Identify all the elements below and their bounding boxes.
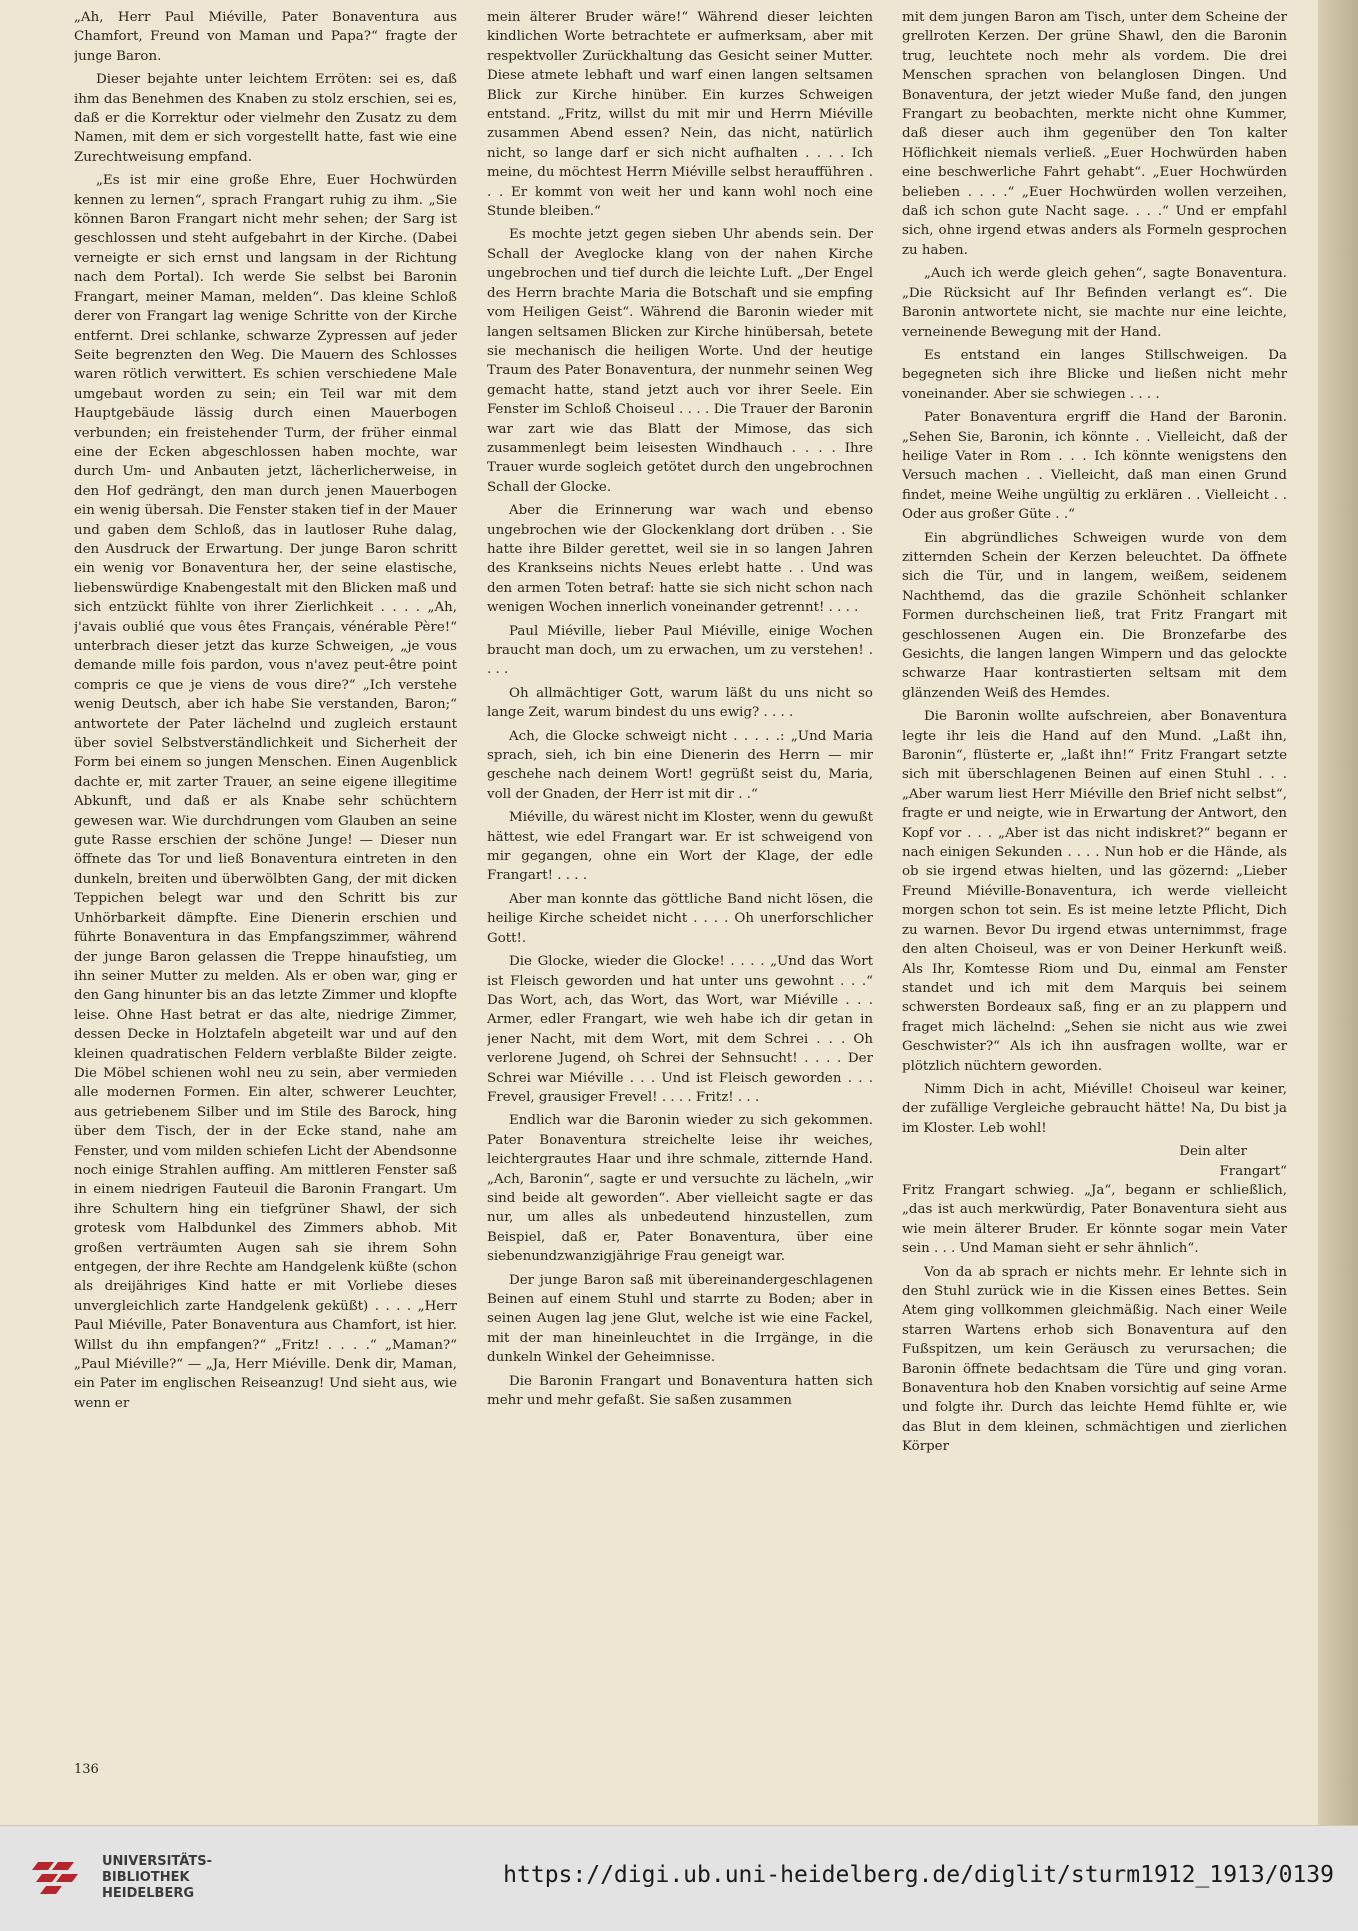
letter-signature-name: Frangart“ <box>1219 1163 1287 1179</box>
library-logo-icon <box>30 1854 90 1908</box>
paragraph: „Es ist mir eine große Ehre, Euer Hochwürden kennen zu lernen“, sprach Frangart ruhig zu ihm. „Sie können Baron Frangart nicht mehr sehen; der Sarg ist geschlossen und steht aufgebahrt in der Kirche. (Dabei verneigte er sich ernst und langsam in der Richtung nach dem Portal). Ich werde Sie selbst bei Baronin Frangart, meiner Maman, melden“. Das kleine Schloß derer von Frangart lag wenige Schritte von der Kirche entfernt. Drei schlanke, schwarze Zypressen auf jeder Seite begrenzten den Weg. Die Mauern des Schlosses waren rötlich verwittert. Es schien verschiedene Male umgebaut worden zu sein; ein Teil war mit dem Hauptgebäude lässig durch einen Mauerbogen verbunden; ein freistehender Turm, der früher einmal eine der Ecken abgeschlossen haben mochte, war durch Um- und Anbauten jetzt, lächerlicherweise, in den Hof gedrängt, den man durch jenen Mauerbogen ein wenig übersah. Die Fenster staken tief in der Mauer und gaben dem Schloß, das in lautloser Ruhe dalag, den Ausdruck der Erwartung. Der junge Baron schritt ein wenig vor Bonaventura her, der seine elastische, liebenswürdige Knabengestalt mit den Blicken maß und sich entzückt fühlte von ihrer Zierlichkeit . . . . „Ah, j'avais oublié que vous êtes Français, vénérable Père!“ unterbrach dieser jetzt das kurze Schweigen, „je vous demande mille fois pardon, vous n'avez peut-être point compris ce que je viens de vous dire?“ „Ich verstehe wenig Deutsch, aber ich habe Sie verstanden, Baron;“ antwortete der Pater lächelnd und zugleich erstaunt über soviel Selbstverständlichkeit und Sicherheit der Form bei einem so jungen Menschen. Einen Augenblick dachte er, mit zarter Trauer, an seine eigene illegitime Abkunft, und daß er als Knabe sehr schüchtern gewesen war. Wie durchdrungen vom Glauben an seine gute Rasse erschien der schöne Junge! — Dieser nun öffnete das Tor und ließ Bonaventura eintreten in den dunkeln, breiten und überwölbten Gang, der mit dicken Teppichen belegt war und den Schritt bis zur Unhörbarkeit dämpfte. Eine Dienerin erschien und führte Bonaventura in das Empfangszimmer, während der junge Baron gelassen die Treppe hinaufstieg, um ihn seiner Mutter zu melden. Als er oben war, ging er den Gang hinunter bis an das letzte Zimmer und klopfte leise. Ohne Hast betrat er das alte, niedrige Zimmer, dessen Decke in Holztafeln abgeteilt war und auf den kleinen quadratischen Feldern verblaßte Bilder zeigte. Die Möbel schienen wohl neu zu sein, aber vermieden alle modernen Formen. Ein alter, schwerer Leuchter, aus getriebenem Silber und im Stile des Barock, hing über dem Tisch, der in der Ecke stand, nahe am Fenster, und vom milden schiefen Licht der Abendsonne noch einige Strahlen auffing. Am mittleren Fenster saß in einem niedrigen Fauteuil die Baronin Frangart. Um ihre Schultern hing ein tiefgrüner Shawl, der sich grotesk vom Halbdunkel des Zimmers abhob. Mit großen verträumten Augen sah sie ihrem Sohn entgegen, der ihre Rechte am Handgelenk küßte (schon als dreijähriges Kind hatte er mit Vorliebe dieses unvergleichlich zarte Handgelenk geküßt) . . . . „Herr Paul Miéville, Pater Bonaventura aus Chamfort, ist hier. Willst du ihn empfangen?“ „Fritz! . . . .“ „Maman?“ „Paul Miéville?“ — „Ja, Herr Miéville. Denk dir, Maman, ein Pater im englischen Reiseanzug! Und sieht aus, wie wenn er <box>74 173 457 1411</box>
paragraph: Paul Miéville, lieber Paul Miéville, einige Wochen braucht man doch, um zu erwachen, um zu verstehen! . . . . <box>487 623 873 678</box>
paragraph: „Auch ich werde gleich gehen“, sagte Bonaventura. „Die Rücksicht auf Ihr Befinden verlangt es“. Die Baronin antwortete nicht, sie machte nur eine leichte, verneinende Bewegung mit der Hand. <box>902 266 1287 340</box>
column-2 <box>487 8 873 1798</box>
source-url-link[interactable]: https://digi.ub.uni-heidelberg.de/diglit/sturm1912_1913/0139 <box>503 1862 1334 1888</box>
paragraph: Von da ab sprach er nichts mehr. Er lehnte sich in den Stuhl zurück wie in die Kissen eines Bettes. Sein Atem ging vollkommen gleichmäßig. Nach einer Weile starren Wartens erhob sich Bonaventura auf den Fußspitzen, um kein Geräusch zu verursachen; die Baronin öffnete bedachtsam die Türe und ging voran. Bonaventura hob den Knaben vorsichtig auf seine Arme und folgte ihr. Durch das leichte Hemd fühlte er, wie das Blut in dem kleinen, schmächtigen und zierlichen Körper <box>902 1264 1287 1455</box>
paragraph: Die Baronin wollte aufschreien, aber Bonaventura legte ihr leis die Hand auf den Mund. „Laßt ihn, Baronin“, flüsterte er, „laßt ihn!“ Fritz Frangart setzte sich mit überschlagenen Beinen auf einen Stuhl . . . „Aber warum liest Herr Miéville den Brief nicht selbst“, fragte er und neigte, wie in Erwartung der Antwort, den Kopf vor . . . „Aber ist das nicht indiskret?“ begann er nach einigen Sekunden . . . . Nun hob er die Hände, als ob sie irgend etwas hielten, und las gözernd: „Lieber Freund Miéville-Bonaventura, ich werde vielleicht morgen schon tot sein. Es ist meine letzte Pflicht, Dich zu warnen. Bevor Du irgend etwas unternimmst, frage den alten Choiseul, was er von Deiner Herkunft weiß. Als Ihr, Komtesse Riom und Du, einmal am Fenster standet und ich mit dem Marquis bei seinem schwersten Bordeaux saß, fing er an zu plappern und fraget mich lächelnd: „Sehen sie nicht aus wie zwei Geschwister?“ Als ich ihn ausfragen wollte, war er plötzlich nüchtern geworden. <box>902 709 1287 1074</box>
paragraph: Fritz Frangart schwieg. „Ja“, begann er schließlich, „das ist auch merkwürdig, Pater Bonaventura sieht aus wie mein älterer Bruder. Er könnte sogar mein Vater sein . . . Und Maman sieht er sehr ähnlich“. <box>902 1182 1287 1257</box>
paragraph: Endlich war die Baronin wieder zu sich gekommen. Pater Bonaventura streichelte leise ihr weiches, leichtergrautes Haar und ihre schmale, zitternde Hand. „Ach, Baronin“, sagte er und versuchte zu lächeln, „wir sind beide alt geworden“. Aber vielleicht sagte er das nur, um alles als unbedeutend hinzustellen, zum Beispiel, daß er, Pater Bonaventura, über eine siebenundzwanzigjährige Frau geneigt war. <box>487 1113 873 1265</box>
paragraph: Pater Bonaventura ergriff die Hand der Baronin. „Sehen Sie, Baronin, ich könnte . . Vielleicht, daß der heilige Vater in Rom . . . Ich könnte wenigstens den Versuch machen . . Vielleicht, daß man einen Grund findet, meine Weihe ungültig zu erklären . . Vielleicht . . Oder aus großer Güte . .“ <box>902 410 1287 523</box>
paragraph: Aber man konnte das göttliche Band nicht lösen, die heilige Kirche scheidet nicht . . . . Oh unerforschlicher Gott!. <box>487 891 873 946</box>
paragraph: Aber die Erinnerung war wach und ebenso ungebrochen wie der Glockenklang dort drüben . . Sie hatte ihre Bilder gerettet, weil sie in so langen Jahren des Krankseins nichts Neues erlebt hatte . . Und was den armen Toten betraf: hatte sie sich nicht schon nach wenigen Wochen innerlich voneinander getrennt! . . . . <box>487 503 873 616</box>
library-logo[interactable] <box>30 1854 250 1908</box>
paragraph: Es entstand ein langes Stillschweigen. Da begegneten sich ihre Blicke und ließen nicht mehr voneinander. Aber sie schwiegen . . . . <box>902 347 1287 402</box>
paragraph: Der junge Baron saß mit übereinandergeschlagenen Beinen auf einem Stuhl und starrte zu Boden; aber in seinen Augen lag jene Glut, welche ist wie eine Fackel, mit der man hineinleuchtet in die Irrgänge, in die dunkeln Winkel der Geheimnisse. <box>487 1272 873 1366</box>
letter-signature-line: Dein alter <box>1179 1144 1247 1160</box>
paragraph: Ach, die Glocke schweigt nicht . . . . .: „Und Maria sprach, sieh, ich bin eine Dienerin des Herrn — mir geschehe nach deinem Wort! gegrüßt seist du, Maria, voll der Gnaden, der Herr ist mit dir . .“ <box>487 728 873 802</box>
column-1 <box>74 8 457 1798</box>
paragraph: Dieser bejahte unter leichtem Erröten: sei es, daß ihm das Benehmen des Knaben zu stolz erschien, sei es, daß er die Korrektur oder vielmehr den Zusatz zu dem Namen, mit dem er sich vorgestellt hatte, fast wie eine Zurechtweisung empfand. <box>74 72 457 165</box>
paragraph: mit dem jungen Baron am Tisch, unter dem Scheine der grellroten Kerzen. Der grüne Shawl, den die Baronin trug, leuchtete noch mehr als vordem. Die drei Menschen sprachen von belanglosen Dingen. Und Bonaventura, der jetzt wieder Muße fand, den jungen Frangart zu beobachten, merkte nicht ohne Kummer, daß dieser auch ihm gegenüber den Ton kalter Höflichkeit niemals verließ. „Euer Hochwürden haben eine beschwerliche Fahrt gehabt“. „Euer Hochwürden belieben . . . .“ „Euer Hochwürden wollen verzeihen, daß ich schon gute Nacht sage. . . .“ Und er empfahl sich, ohne irgend etwas anders als Formeln gesprochen zu haben. <box>902 10 1287 258</box>
paragraph: Die Glocke, wieder die Glocke! . . . . „Und das Wort ist Fleisch geworden und hat unter uns gewohnt . . .“ Das Wort, ach, das Wort, das Wort, war Miéville . . . Armer, edler Frangart, wie weh habe ich dir getan in jener Nacht, mit dem Wort, mit dem Schrei . . . Oh verlorene Jugend, oh Schrei der Sehnsucht! . . . . Der Schrei war Miéville . . . Und ist Fleisch geworden . . . Frevel, grausiger Frevel! . . . . Fritz! . . . <box>487 954 873 1105</box>
paragraph: Miéville, du wärest nicht im Kloster, wenn du gewußt hättest, wie edel Frangart war. Er ist schweigend von mir gegangen, ohne ein Wort der Klage, der edle Frangart! . . . . <box>487 810 873 884</box>
paragraph: Nimm Dich in acht, Miéville! Choiseul war keiner, der zufällige Vergleiche gebraucht hätte! Na, Du bist ja im Kloster. Leb wohl! <box>902 1081 1287 1136</box>
column-3 <box>902 8 1287 1798</box>
paragraph: Die Baronin Frangart und Bonaventura hatten sich mehr und mehr gefaßt. Sie saßen zusammen <box>487 1373 873 1409</box>
library-logo-text: UNIVERSITÄTS- BIBLIOTHEK HEIDELBERG <box>102 1854 212 1901</box>
page-edge-shadow <box>1318 0 1358 1825</box>
page-number: 136 <box>74 1762 99 1777</box>
paragraph: mein älterer Bruder wäre!“ Während dieser leichten kindlichen Worte betrachtete er aufmerksam, aber mit respektvoller Zurückhaltung das Gesicht seiner Mutter. Diese atmete lebhaft und warf einen langen seltsamen Blick zur Kirche hinüber. Ein kurzes Schweigen entstand. „Fritz, willst du mit mir und Herrn Miéville zusammen Abend essen? Nein, das nicht, natürlich nicht, so lange darf er sich nicht aufhalten . . . . Ich meine, du möchtest Herrn Miéville selbst heraufführen . . . Er kommt von weit her und kann wohl noch eine Stunde bleiben.“ <box>487 10 873 220</box>
paragraph: Es mochte jetzt gegen sieben Uhr abends sein. Der Schall der Aveglocke klang von der nahen Kirche ungebrochen und tief durch die leichte Luft. „Der Engel des Herrn brachte Maria die Botschaft und sie empfing vom Heiligen Geist“. Während die Baronin wieder mit langen seltsamen Blicken zur Kirche hinübersah, betete sie mechanisch die heiligen Worte. Und der heutige Traum des Pater Bonaventura, der nunmehr seinen Weg gemacht hatte, stand jetzt auch vor ihrer Seele. Ein Fenster im Schloß Choiseul . . . . Die Trauer der Baronin war zart wie das Blatt der Mimose, das sich zusammenlegt beim leisesten Windhauch . . . . Ihre Trauer wurde sogleich getötet durch den ungebrochnen Schall der Glocke. <box>487 227 873 495</box>
paragraph: Ein abgründliches Schweigen wurde von dem zitternden Schein der Kerzen beleuchtet. Da öffnete sich die Tür, und in langem, weißem, seidenem Nachthemd, das die grazile Schönheit schlanker Formen durchscheinen ließ, trat Fritz Frangart mit geschlossenen Augen ein. Die Bronzefarbe des Gesichts, die langen langen Wimpern und das gelockte schwarze Haar kontrastierten seltsam mit dem glänzenden Weiß des Hemdes. <box>902 530 1287 701</box>
footer-bar <box>0 1825 1358 1931</box>
paragraph: Oh allmächtiger Gott, warum läßt du uns nicht so lange Zeit, warum bindest du uns ewig? . . . . <box>487 685 873 721</box>
paragraph: „Ah, Herr Paul Miéville, Pater Bonaventura aus Chamfort, Freund von Maman und Papa?“ fragte der junge Baron. <box>74 10 457 64</box>
